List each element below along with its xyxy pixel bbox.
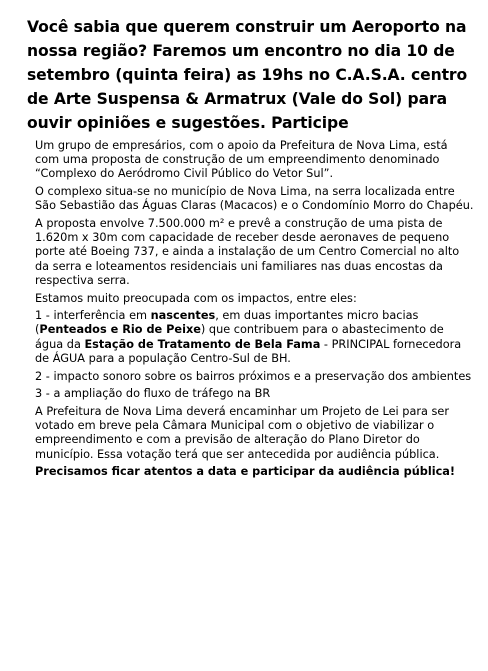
paragraph-location: O complexo situa-se no município de Nova Lima, na serra localizada entre São Sebastião das Águas Claras (Macacos) e o Condomínio Morro do Chapéu. <box>35 185 474 213</box>
impact-1-bold-estacao: Estação de Tratamento de Bela Fama <box>84 337 321 351</box>
body-text <box>35 139 475 483</box>
impact-item-2: 2 - impacto sonoro sobre os bairros próximos e a preservação dos ambientes <box>35 369 472 383</box>
impact-1-bold-bacias: Penteados e Rio de Peixe <box>39 323 201 337</box>
paragraph-concern: Estamos muito preocupada com os impactos, entre eles: <box>35 291 357 305</box>
impact-1-text-c: ) que contribuem para o abastecimento de água da <box>35 323 444 351</box>
paragraph-group-intro: Um grupo de empresários, com o apoio da Prefeitura de Nova Lima, está com uma proposta de construção de um empreendimento denominado “Complexo do Aeródromo Civil Público do Vetor Sul”. <box>35 139 448 181</box>
impact-1-text-b: , em duas importantes micro bacias ( <box>35 309 419 337</box>
closing-call-to-action: Precisamos ficar atentos a data e participar da audiência pública! <box>35 465 456 479</box>
impact-1-text-d: - PRINCIPAL fornecedora de ÁGUA para a população Centro-Sul de BH. <box>35 337 462 365</box>
impact-item-3: 3 - a ampliação do fluxo de tráfego na BR <box>35 387 271 401</box>
headline: Você sabia que querem construir um Aeroporto na nossa região? Faremos um encontro no dia 10 de setembro (quinta feira) as 19hs no C.A.S.A. centro de Arte Suspensa & Armatrux (Vale do Sol) para ouvir opiniões e sugestões. Participe <box>27 18 468 132</box>
impact-item-1 <box>35 309 475 366</box>
paragraph-proposal: A proposta envolve 7.500.000 m² e prevê a construção de uma pista de 1.620m x 30m com capacidade de receber desde aeronaves de pequeno porte até Boeing 737, e ainda a instalação de um Centro Comercial no alto da serra e loteamentos residenciais uni familiares nas duas encostas da respectiva serra. <box>35 217 460 287</box>
impact-1-bold-nascentes: nascentes <box>150 309 216 323</box>
impact-1-text-a: 1 - interferência em <box>35 309 151 323</box>
paragraph-prefeitura: A Prefeitura de Nova Lima deverá encaminhar um Projeto de Lei para ser votado em breve pela Câmara Municipal com o objetivo de viabilizar o empreendimento e com a previsão de alteração do Plano Diretor do município. Essa votação terá que ser antecedida por audiência pública. <box>35 404 450 461</box>
